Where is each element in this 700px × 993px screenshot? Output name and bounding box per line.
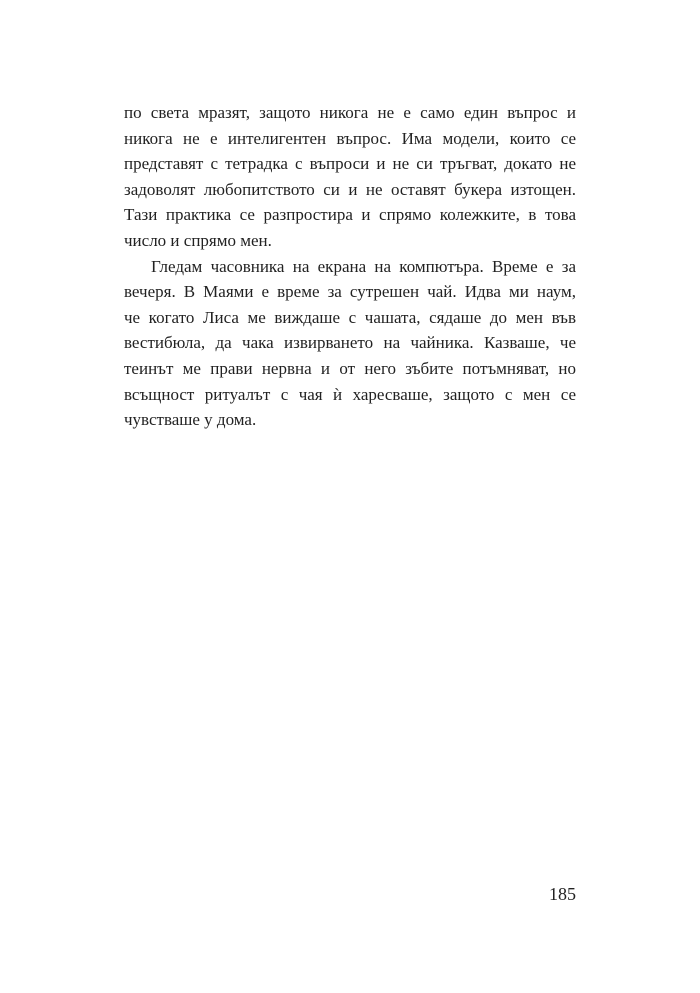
body-text bbox=[124, 100, 576, 433]
text-line: вестибюла, да чака извирването на чайника. Казваше, че bbox=[124, 333, 576, 353]
text-line: всъщност ритуалът с чая ѝ харесваше, защото с мен се bbox=[124, 384, 576, 404]
text-line: че когато Лиса ме виждаше с чашата, сядаше до мен във bbox=[124, 307, 576, 327]
text-line: вечеря. В Маями е време за сутрешен чай. Идва ми наум, bbox=[124, 282, 576, 302]
text-line: по света мразят, защото никога не е само един въпрос и bbox=[124, 103, 576, 122]
text-line: никога не е интелигентен въпрос. Има модели, които се bbox=[124, 128, 576, 148]
text-line: число и спрямо мен. bbox=[124, 230, 272, 250]
text-line: представят с тетрадка с въпроси и не си тръгват, докато не bbox=[124, 154, 576, 174]
text-line: теинът ме прави нервна и от него зъбите потъмняват, но bbox=[124, 358, 576, 378]
page-number: 185 bbox=[549, 884, 576, 904]
text-line: задоволят любопитството си и не оставят букера изтощен. bbox=[124, 179, 576, 199]
text-line: Тази практика се разпростира и спрямо колежките, в това bbox=[124, 205, 576, 225]
text-line: чувстваше у дома. bbox=[124, 410, 257, 430]
text-line: Гледам часовника на екрана на компютъра. Време е за bbox=[151, 256, 576, 276]
